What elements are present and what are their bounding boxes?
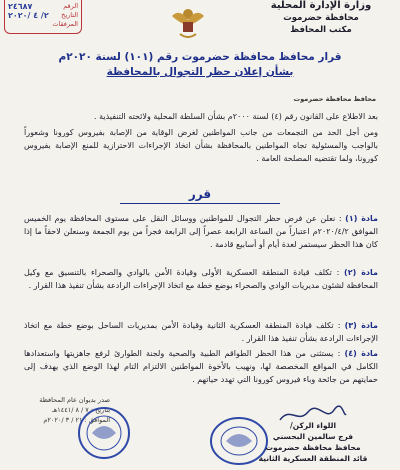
- signatory-title-2: قائد المنطقة العسكرية الثانية: [258, 454, 368, 463]
- divider: [120, 203, 280, 204]
- article-label: مادة (١): [345, 214, 378, 223]
- stamp-date-value: ٢/ ٤ /٢٠٢٠: [8, 11, 49, 20]
- governorate-name: محافظة حضرموت: [283, 13, 359, 23]
- official-seal-icon: [76, 405, 132, 461]
- ministry-name: وزارة الإدارة المحلية: [270, 0, 372, 11]
- issue-date-hijri: بتاريخ : ٧ / ٨ /١٤٤١هـ: [51, 406, 110, 414]
- article-2: [24, 266, 378, 292]
- eagle-emblem-icon: [168, 2, 208, 42]
- stamp-date-label: التاريخ: [61, 11, 78, 19]
- article-text: : تكلف قيادة المنطقة العسكرية الثانية وقيادة الأمن بمديريات الساحل بوضع خطة مع اتخاذ الإجراءات الرادعة بشأن تنفيذ هذا القرار .: [24, 321, 378, 343]
- stamp-number-value: ٢٤٦٨٧: [8, 2, 33, 11]
- article-1: [24, 212, 378, 251]
- issuer-heading: محافظ محافظة حضرموت: [293, 95, 376, 103]
- article-text: : يستثنى من هذا الحظر الطواقم الطبية والصحية ولجنة الطوارئ لرفع جاهزيتها واستعدادها الكامل في المواقع المخصصة لها، ونهيب بالأخوة المواطنين الالتزام التام لهذا الوضع الذي يهدف إلى حمايتهم من جائحة وباء فيروس كورونا التي تهدد حياتهم .: [24, 349, 378, 384]
- stamp-attachments-label: المرفقات: [52, 20, 78, 28]
- decree-title-line2: بشأن إعلان حظر التجوال بالمحافظة: [106, 66, 294, 78]
- signatory-rank: اللواء الركن/: [289, 421, 337, 430]
- decree-title: [40, 50, 360, 80]
- article-3: [24, 319, 378, 345]
- decree-heading: قرر: [188, 187, 212, 201]
- signatory-name: فرج سالمين البحسني: [272, 432, 354, 441]
- signatory-block: [248, 420, 378, 464]
- signatory-title-1: محافظ محافظة حضرموت: [265, 443, 361, 452]
- issue-date-gregorian: الموافق : ٢١ / ٣ /٢٠٢٠م: [43, 416, 110, 424]
- stamp-number-label: الرقم: [63, 2, 78, 10]
- article-text: : نعلن عن فرض حظر التجوال للمواطنين ووسائل النقل على مستوى المحافظة يوم الخميس الموافق ٢٠٢٠/٤/٢م اعتباراً من الساعة الرابعة عصراً إلى الرابعة فجراً من يوم الجمعة وسنعلن لاحقاً ما إذا كان هذا الحظر سيستمر لعدة أيام أو أسابيع قادمة .: [24, 214, 378, 249]
- office-name: مكتب المحافظ: [290, 25, 352, 35]
- article-text: : تكلف قيادة المنطقة العسكرية الأولى وقيادة الأمن بالوادي والصحراء بالتنسيق مع وكيل المحافظة لشئون مديريات الوادي والصحراء بوضع خطة مع اتخاذ الإجراءات الرادعة بشأن تنفيذ هذا القرار .: [24, 268, 378, 290]
- registry-stamp: [4, 0, 82, 34]
- article-label: مادة (٤): [344, 349, 379, 358]
- article-label: مادة (٢): [344, 268, 378, 277]
- intro-paragraph-2: ومن أجل الحد من التجمعات من جانب المواطنين لغرض الوقاية من الإصابة بفيروس كورونا وشعوراً بالواجب والمسئولية تجاه المواطنين بالمحافظة بشأن اتخاذ الإجراءات الاحترازية للمنع الإصابة بفيروس كورونا، ولما تقتضيه المصلحة العامة .: [24, 128, 378, 163]
- letterhead: [256, 0, 386, 36]
- issue-place: صدر بديوان عام المحافظة: [39, 396, 110, 404]
- decree-title-line1: قرار محافظ محافظة حضرموت رقم (١٠١) لسنة ٢٠٢٠م: [58, 51, 342, 63]
- article-label: مادة (٣): [344, 321, 378, 330]
- article-4: [24, 347, 378, 386]
- intro-paragraph-1: بعد الاطلاع على القانون رقم (٤) لسنة ٢٠٠٠م بشأن السلطة المحلية ولائحته التنفيذية .: [94, 112, 378, 121]
